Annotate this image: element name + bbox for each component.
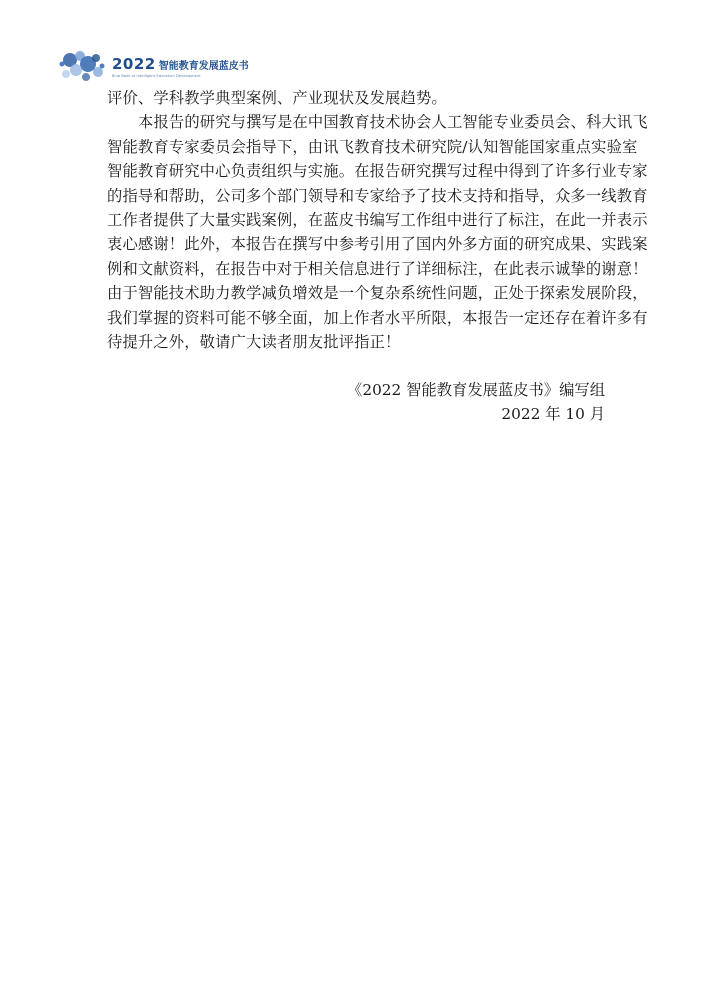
- text-line: 待提升之外，敬请广大读者朋友批评指正！: [107, 332, 401, 351]
- signature-group: 《2022 智能教育发展蓝皮书》编写组: [347, 381, 605, 399]
- text-line: 智能教育专家委员会指导下，由讯飞教育技术研究院/认知智能国家重点实验室: [107, 137, 638, 156]
- text-line: 我们掌握的资料可能不够全面，加上作者水平所限，本报告一定还存在着许多有: [107, 308, 648, 327]
- brand-block: [112, 55, 249, 78]
- text-line: 工作者提供了大量实践案例，在蓝皮书编写工作组中进行了标注，在此一并表示: [107, 210, 648, 229]
- text-line: 的指导和帮助，公司多个部门领导和专家给予了技术支持和指导，众多一线教育: [107, 186, 648, 205]
- brand-subtitle: Blue Book of Intelligent Education Development: [112, 73, 201, 78]
- page-header: [58, 44, 249, 88]
- brand-title: 智能教育发展蓝皮书: [158, 60, 249, 72]
- signature-date: 2022 年 10 月: [501, 405, 605, 423]
- text-line: 由于智能技术助力教学减负增效是一个复杂系统性问题，正处于探索发展阶段，: [107, 284, 648, 303]
- text-line: 本报告的研究与撰写是在中国教育技术协会人工智能专业委员会、科大讯飞: [138, 113, 648, 132]
- text-line: 例和文献资料，在报告中对于相关信息进行了详细标注，在此表示诚挚的谢意！: [107, 259, 648, 278]
- text-line: 评价、学科教学典型案例、产业现状及发展趋势。: [107, 89, 447, 107]
- logo-icon: [58, 46, 106, 86]
- text-line: 衷心感谢！此外，本报告在撰写中参考引用了国内外多方面的研究成果、实践案: [107, 235, 648, 254]
- text-line: 智能教育研究中心负责组织与实施。在报告研究撰写过程中得到了许多行业专家: [107, 162, 648, 181]
- brand-year: 2022: [112, 54, 156, 73]
- body-text: [107, 86, 648, 354]
